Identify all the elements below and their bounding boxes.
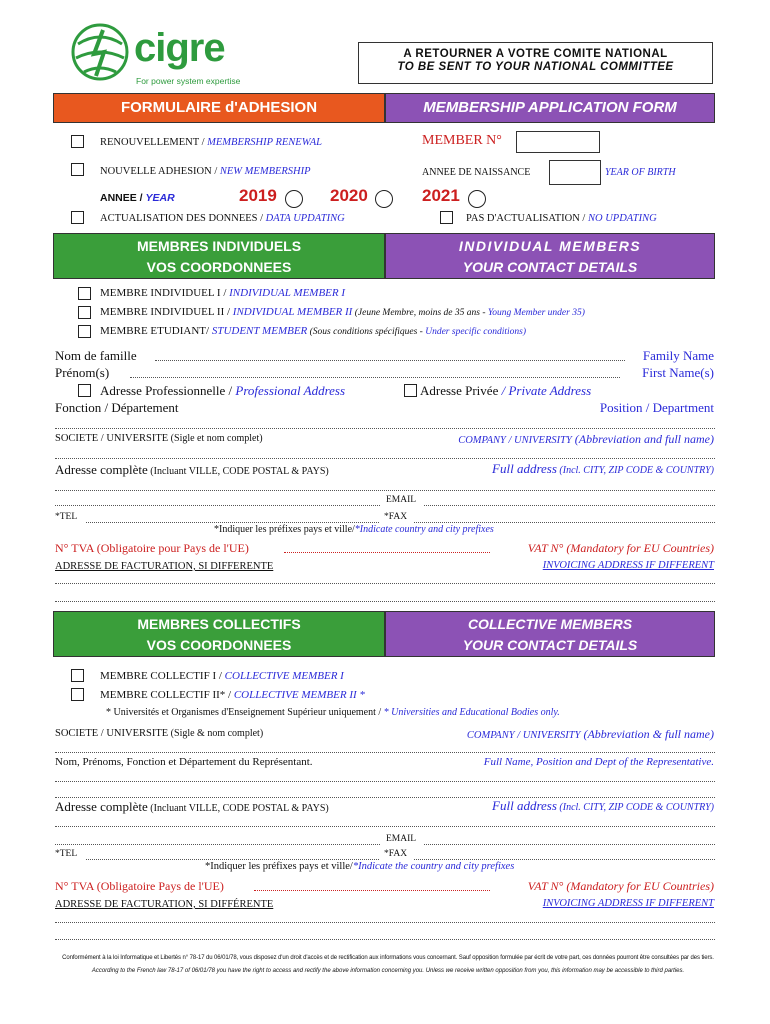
individual-band-en [385,233,715,279]
year-label-fr: ANNEE / [100,192,146,204]
student-member-label [100,325,526,337]
collective-band-fr-line2: VOS COORDONNEES [146,637,292,653]
collective-member-1-label [100,670,344,682]
collective-company-en-note: (Abbreviation & full name) [580,727,714,741]
form-title-en [385,93,715,123]
function-field[interactable] [55,428,715,429]
return-en: TO BE SENT TO YOUR NATIONAL COMMITTEE [397,61,674,73]
individual-member-1-en: INDIVIDUAL MEMBER I [229,287,346,299]
year-2020-radio[interactable] [375,190,393,208]
company-label-fr [55,433,263,444]
no-update-checkbox[interactable] [440,211,453,224]
function-label-fr: Fonction / Département [55,400,179,415]
collective-company-label-en [467,727,714,742]
individual-member-2-note-en: Young Member under 35) [487,308,585,318]
renewal-label [100,137,322,148]
collective-band-en-line2: YOUR CONTACT DETAILS [462,637,638,653]
collective-company-en: COMPANY / UNIVERSITY [466,730,581,741]
address-en-note: (Incl. CITY, ZIP CODE & COUNTRY) [556,465,714,476]
collective-prefix-note-fr: *Indiquer les préfixes pays et ville/ [205,861,353,872]
new-membership-en: NEW MEMBERSHIP [219,166,311,177]
vat-label-en: VAT N° (Mandatory for EU Countries) [527,541,714,555]
logo-wordmark: cigre [134,26,225,70]
birth-year-label-fr: ANNEE DE NAISSANCE [422,167,531,178]
data-update-checkbox[interactable] [71,211,84,224]
collective-vat-label-fr: N° TVA (Obligatoire Pays de l'UE) [55,879,224,893]
form-title-fr [53,93,385,123]
individual-member-2-fr: MEMBRE INDIVIDUEL II / [100,306,233,318]
representative-label-en: Full Name, Position and Dept of the Representative. [483,756,714,768]
form-title-en-text: MEMBERSHIP APPLICATION FORM [423,99,677,116]
student-member-fr: MEMBRE ETUDIANT/ [100,325,212,337]
birth-year-label-en: YEAR OF BIRTH [605,167,676,178]
new-membership-label [100,166,311,177]
invoice-label-fr: ADRESSE DE FACTURATION, SI DIFFERENTE [55,561,274,572]
individual-member-2-note-fr: (Jeune Membre, moins de 35 ans - [352,308,488,318]
collective-company-fr-note: (Sigle & nom complet) [168,728,264,739]
return-fr: A RETOURNER A VOTRE COMITE NATIONAL [403,48,668,60]
form-title-fr-text: FORMULAIRE d'ADHESION [120,99,318,116]
first-name-label-en: First Name(s) [642,365,714,380]
prefix-note [214,524,494,535]
no-update-label [466,213,657,224]
no-update-en: NO UPDATING [587,213,657,224]
individual-member-2-label [100,306,585,318]
representative-field-1[interactable] [55,781,715,782]
company-en: COMPANY / UNIVERSITY [458,435,572,446]
renewal-fr: RENOUVELLEMENT / [100,137,208,148]
individual-band-en-line2: YOUR CONTACT DETAILS [462,259,638,275]
individual-member-1-label [100,287,345,299]
tel-label: *TEL [55,512,78,522]
collective-member-2-en: COLLECTIVE MEMBER II * [233,689,365,701]
cigre-globe-icon [70,22,130,82]
email-field-line-right[interactable] [424,505,715,506]
collective-member-2-checkbox[interactable] [71,688,84,701]
company-fr: SOCIETE / UNIVERSITE [55,433,169,444]
representative-label-fr: Nom, Prénoms, Fonction et Département du Représentant. [55,756,313,768]
professional-address-en: Professional Address [235,383,346,398]
fax-field[interactable] [414,522,715,523]
birth-year-field[interactable] [549,160,601,185]
email-field-line-left[interactable] [55,505,380,506]
address-field-1[interactable] [55,490,715,491]
data-update-en: DATA UPDATING [265,213,345,224]
collective-prefix-note [205,861,514,872]
year-label-en: YEAR [145,192,175,204]
student-member-note-en: Under specific conditions) [425,327,527,337]
address-fr-note: (Incluant VILLE, CODE POSTAL & PAYS) [147,466,329,477]
individual-band-en-line1: INDIVIDUAL MEMBERS [458,238,642,254]
footer-en: According to the French law 78-17 of 06/01/78 you have the right to access and rectify the above information concerning you. Unless we receive written opposition from you, this information may be accessible to third parties. [91,968,685,974]
address-label-fr [55,462,329,478]
collective-vat-field[interactable] [254,890,490,891]
collective-address-fr-note: (Incluant VILLE, CODE POSTAL & PAYS) [147,803,329,814]
footer-fr: Conformément à la loi Informatique et Libertés n° 78-17 du 06/01/78, vous disposez d'un droit d'accès et de rectification aux informations vous concernant. Sauf opposition formulée par écrit de votre part, ces données pourront être consultées par des tiers. [62,955,714,961]
collective-address-label-en [492,798,714,814]
year-2019-radio[interactable] [285,190,303,208]
email-label: EMAIL [386,495,417,505]
vat-field[interactable] [284,552,490,553]
professional-address-fr: Adresse Professionnelle / [100,383,236,398]
year-2019-label: 2019 [239,186,277,205]
professional-address-checkbox[interactable] [78,384,91,397]
collective-invoice-label-en: INVOICING ADDRESS IF DIFFERENT [542,898,714,909]
individual-member-1-checkbox[interactable] [78,287,91,300]
collective-email-label: EMAIL [386,834,417,844]
individual-band-fr-line1: MEMBRES INDIVIDUELS [136,238,302,254]
company-field[interactable] [55,458,715,459]
collective-invoice-field-2[interactable] [55,939,715,940]
address-label-en [492,461,714,477]
collective-company-fr: SOCIETE / UNIVERSITE [55,728,169,739]
new-membership-checkbox[interactable] [71,163,84,176]
company-en-note: (Abbreviation and full name) [571,432,714,446]
collective-member-2-label [100,689,365,701]
family-name-label-en: Family Name [642,348,714,363]
vat-label-fr: N° TVA (Obligatoire pour Pays de l'UE) [55,541,249,555]
data-update-label [100,213,345,224]
address-en: Full address [492,461,557,476]
professional-address-label [100,383,345,399]
logo-tagline: For power system expertise [136,76,241,86]
private-address-en: / Private Address [501,383,592,398]
collective-member-1-fr: MEMBRE COLLECTIF I / [100,670,225,682]
collective-tel-label: *TEL [55,849,78,859]
no-update-fr: PAS D'ACTUALISATION / [466,213,588,224]
new-membership-fr: NOUVELLE ADHESION / [100,166,220,177]
family-name-label-fr: Nom de famille [55,348,137,363]
individual-member-1-fr: MEMBRE INDIVIDUEL I / [100,287,230,299]
collective-address-en: Full address [492,798,557,813]
member-no-field[interactable] [516,131,600,153]
invoice-field-1[interactable] [55,583,715,584]
collective-email-field-left[interactable] [55,844,380,845]
year-2021-radio[interactable] [468,190,486,208]
first-name-field[interactable] [130,377,620,378]
prefix-note-fr: *Indiquer les préfixes pays et ville/ [214,524,355,535]
collective-invoice-field-1[interactable] [55,922,715,923]
collective-company-field[interactable] [55,752,715,753]
collective-address-field[interactable] [55,826,715,827]
universities-note-en: * Universities and Educational Bodies only. [383,707,560,718]
private-address-checkbox[interactable] [404,384,417,397]
year-2021-label: 2021 [422,186,460,205]
individual-band-fr-line2: VOS COORDONNEES [146,259,292,275]
address-fr: Adresse complète [55,462,148,477]
individual-band-fr [53,233,385,279]
collective-band-fr-line1: MEMBRES COLLECTIFS [137,616,301,632]
return-box [358,42,713,84]
individual-member-2-checkbox[interactable] [78,306,91,319]
member-no-label: MEMBER N° [422,133,502,148]
collective-invoice-label-fr: ADRESSE DE FACTURATION, SI DIFFÉRENTE [55,899,274,910]
year-2020-label: 2020 [330,186,368,205]
invoice-label-en: INVOICING ADDRESS IF DIFFERENT [542,560,714,571]
collective-address-fr: Adresse complète [55,799,148,814]
private-address-label [420,383,591,399]
collective-address-en-note: (Incl. CITY, ZIP CODE & COUNTRY) [556,802,714,813]
data-update-fr: ACTUALISATION DES DONNEES / [100,213,266,224]
invoice-field-2[interactable] [55,601,715,602]
collective-company-label-fr [55,728,263,739]
student-member-checkbox[interactable] [78,325,91,338]
renewal-checkbox[interactable] [71,135,84,148]
year-label [100,192,175,204]
collective-fax-field[interactable] [414,859,715,860]
collective-email-field-right[interactable] [424,844,715,845]
first-name-label-fr: Prénom(s) [55,365,110,380]
student-member-en: STUDENT MEMBER [211,325,308,337]
family-name-field[interactable] [155,360,625,361]
private-address-fr: Adresse Privée [420,383,502,398]
collective-member-2-fr: MEMBRE COLLECTIF II* / [100,689,234,701]
collective-member-1-en: COLLECTIVE MEMBER I [224,670,344,682]
renewal-en: MEMBERSHIP RENEWAL [207,137,322,148]
prefix-note-en: *Indicate country and city prefixes [354,524,494,535]
tel-field[interactable] [86,522,379,523]
function-label-en: Position / Department [599,400,714,415]
universities-note-fr: * Universités et Organismes d'Enseignement Supérieur uniquement / [106,707,384,718]
student-member-note-fr: (Sous conditions spécifiques - [307,327,426,337]
collective-vat-label-en: VAT N° (Mandatory for EU Countries) [527,879,714,893]
collective-prefix-note-en: *Indicate the country and city prefixes [352,861,515,872]
universities-note [106,707,560,718]
company-fr-note: (Sigle et nom complet) [168,433,263,444]
individual-member-2-en: INDIVIDUAL MEMBER II [232,306,353,318]
collective-band-en-line1: COLLECTIVE MEMBERS [467,616,633,632]
fax-label: *FAX [384,512,408,522]
collective-fax-label: *FAX [384,849,408,859]
cigre-logo [70,22,250,92]
collective-band-fr [53,611,385,657]
collective-address-label-fr [55,799,329,815]
collective-member-1-checkbox[interactable] [71,669,84,682]
company-label-en [458,432,714,447]
collective-tel-field[interactable] [86,859,379,860]
collective-band-en [385,611,715,657]
